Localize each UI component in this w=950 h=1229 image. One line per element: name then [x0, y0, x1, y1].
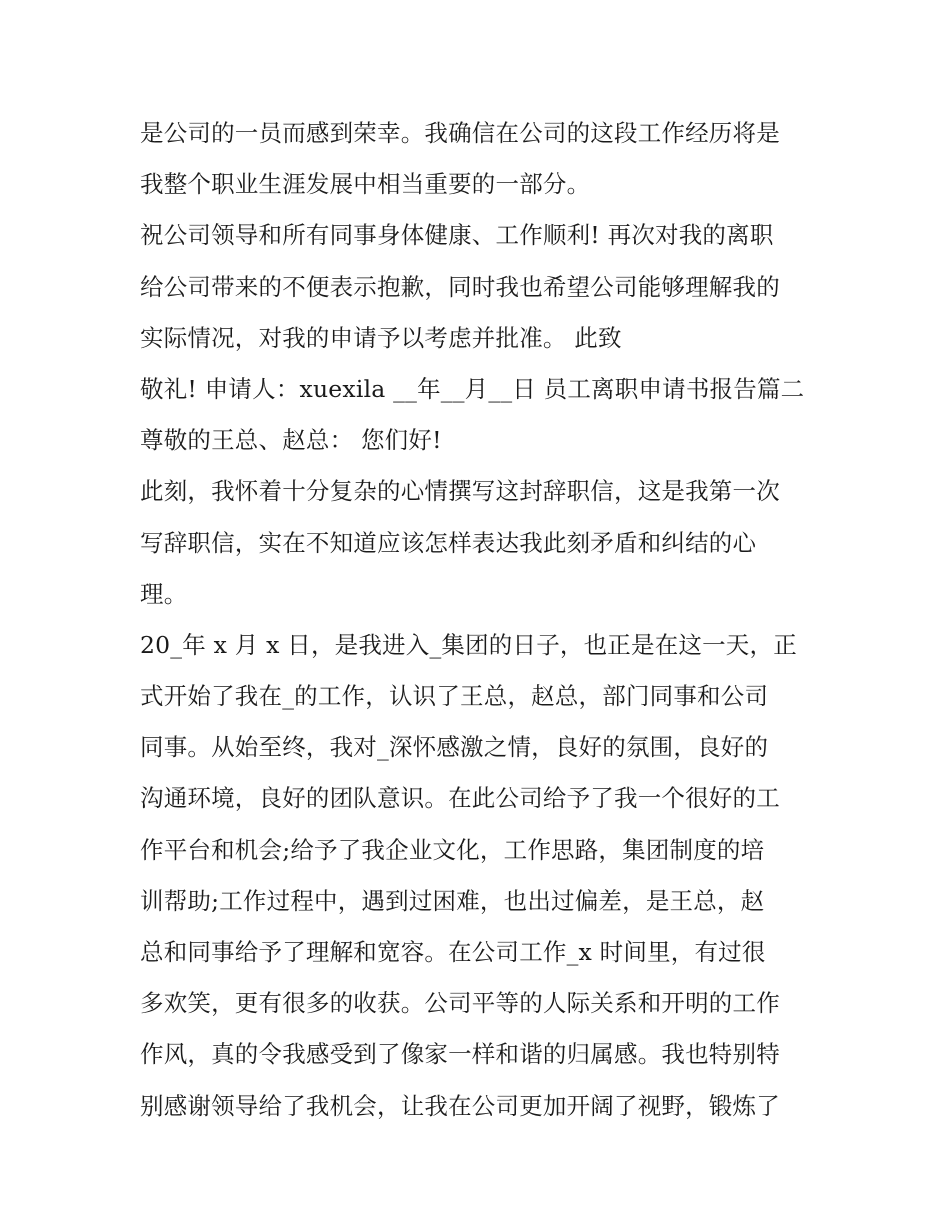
text-line: 总和同事给予了理解和宽容。在公司工作_x 时间里，有过很	[140, 938, 766, 966]
text-line: 式开始了我在_的工作，认识了王总，赵总，部门同事和公司	[140, 682, 769, 711]
text-line: 敬礼! 申请人：xuexila __年__月__日 员工离职申请书报告篇二	[140, 374, 805, 403]
text-line: 是公司的一员而感到荣幸。我确信在公司的这段工作经历将是	[140, 119, 780, 147]
text-line: 我整个职业生涯发展中相当重要的一部分。	[140, 170, 591, 199]
text-line: 别感谢领导给了我机会，让我在公司更加开阔了视野，锻炼了	[140, 1091, 780, 1120]
text-line: 祝公司领导和所有同事身体健康、工作顺利! 再次对我的离职	[140, 221, 774, 250]
text-line: 20_年 x 月 x 日，是我进入_集团的日子，也正是在这一天，正	[140, 630, 797, 659]
text-line: 此刻，我怀着十分复杂的心情撰写这封辞职信，这是我第一次	[140, 477, 780, 506]
text-line: 理。	[140, 579, 188, 608]
text-line: 作风，真的令我感受到了像家一样和谐的归属感。我也特别特	[140, 1040, 780, 1069]
text-line: 实际情况，对我的申请予以考虑并批准。 此致	[140, 323, 622, 352]
document-body	[140, 108, 820, 1132]
text-line: 多欢笑，更有很多的收获。公司平等的人际关系和开明的工作	[140, 989, 780, 1018]
text-line: 沟通环境，良好的团队意识。在此公司给予了我一个很好的工	[140, 784, 780, 813]
text-line: 训帮助;工作过程中，遇到过困难，也出过偏差，是王总，赵	[140, 886, 765, 915]
text-line: 给公司带来的不便表示抱歉，同时我也希望公司能够理解我的	[140, 272, 780, 301]
text-line: 作平台和机会;给予了我企业文化，工作思路，集团制度的培	[140, 835, 765, 864]
text-line: 尊敬的王总、赵总： 您们好!	[140, 426, 442, 455]
text-line: 同事。从始至终，我对_深怀感激之情，良好的氛围，良好的	[140, 733, 769, 762]
text-line: 写辞职信，实在不知道应该怎样表达我此刻矛盾和纠结的心	[140, 528, 757, 557]
